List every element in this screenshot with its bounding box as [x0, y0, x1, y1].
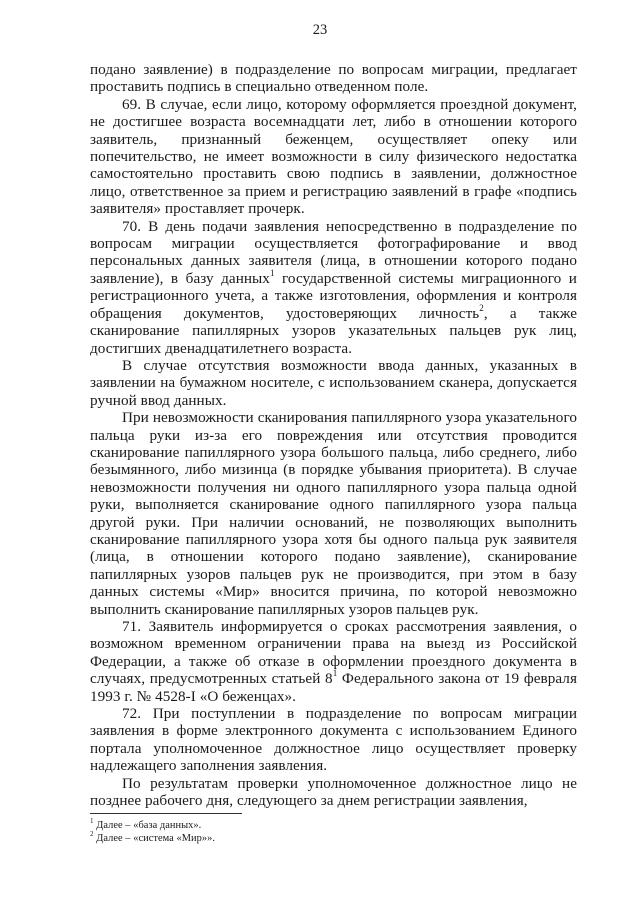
page-number: 23 [312, 22, 328, 38]
paragraph-71-text-b: Федерального закона от 19 февраля 1993 г. № 4528-I «О беженцах». [90, 670, 577, 705]
footnote-2 [90, 829, 577, 845]
footnote-divider [90, 813, 242, 814]
paragraph-70-text-c: , а также сканирование папиллярных узоров указательных пальцев рук лиц, достигших двенадцатилетнего возраста. [90, 304, 577, 357]
footnote-mark-1: 1 [90, 816, 94, 825]
paragraph-70-fingerprint: При невозможности сканирования папиллярного узора указательного пальца руки из-за его повреждения или отсутствия проводится сканирование папиллярного узора большого пальца, либо среднего, либо безымянного, либо мизинца (в порядке убывания приоритета). В случае невозможности получения ни одного папиллярного узора пальца одной руки, выполняется сканирование одного папиллярного узора пальца другой руки. При наличии оснований, не позволяющих выполнить сканирование папиллярного узора хотя бы одного пальца рук заявителя (лица, в отношении которого подано заявление), сканирование папиллярных узоров пальцев рук не производится, при этом в базу данных системы «Мир» вносится причина, по которой невозможно выполнить сканирование папиллярных узоров пальцев рук. [90, 409, 577, 618]
paragraph-69: 69. В случае, если лицо, которому оформляется проездной документ, не достигшее возраста восемнадцати лет, либо в отношении которого заявитель, признанный беженцем, осуществляет опеку или попечительство, не имеет возможности в силу физического недостатка самостоятельно проставить свою подпись в заявлении, должностное лицо, ответственное за прием и регистрацию заявлений в графе «подпись заявителя» проставляет прочерк. [90, 95, 577, 218]
footnote-ref-1: 1 [269, 267, 275, 278]
paragraph-72-result: По результатам проверки уполномоченное должностное лицо не позднее рабочего дня, следующего за днем регистрации заявления, [90, 774, 577, 810]
document-body [90, 61, 577, 809]
paragraph-70-scanner: В случае отсутствия возможности ввода данных, указанных в заявлении на бумажном носителе, с использованием сканера, допускается ручной ввод данных. [90, 356, 577, 409]
paragraph-70-text-b: государственной системы миграционного и регистрационного учета, а также изготовления, оформления и контроля обращения документов, удостоверяющих личность [90, 269, 577, 322]
paragraph-70-text-a: 70. В день подачи заявления непосредственно в подразделение по вопросам миграции осуществляется фотографирование и ввод персональных данных заявителя (лица, в отношении которого подано заявление), в базу данных [90, 217, 577, 287]
footnote-mark-2: 2 [90, 829, 94, 838]
footnote-text-1: Далее – «база данных». [93, 820, 202, 831]
paragraph-70 [90, 218, 577, 357]
footnote-text-2: Далее – «система «Мир»». [93, 833, 216, 844]
paragraph-71 [90, 618, 577, 705]
paragraph-71-text-a: 71. Заявитель информируется о сроках рассмотрения заявления, о возможном временном ограничении права на выезд из Российской Федерации, а также об отказе в оформлении проездного документа в случаях, предусмотренных статьей 8 [90, 618, 577, 688]
footnote-1 [90, 816, 577, 832]
footnotes [90, 816, 577, 845]
article-superscript: 1 [332, 668, 338, 679]
paragraph-72: 72. При поступлении в подразделение по вопросам миграции заявления в форме электронного документа с использованием Единого портала уполномоченное должностное лицо осуществляет проверку надлежащего заполнения заявления. [90, 705, 577, 775]
footnote-ref-2: 2 [479, 302, 484, 313]
paragraph-continuation: подано заявление) в подразделение по вопросам миграции, предлагает проставить подпись в специально отведенном поле. [90, 61, 577, 96]
